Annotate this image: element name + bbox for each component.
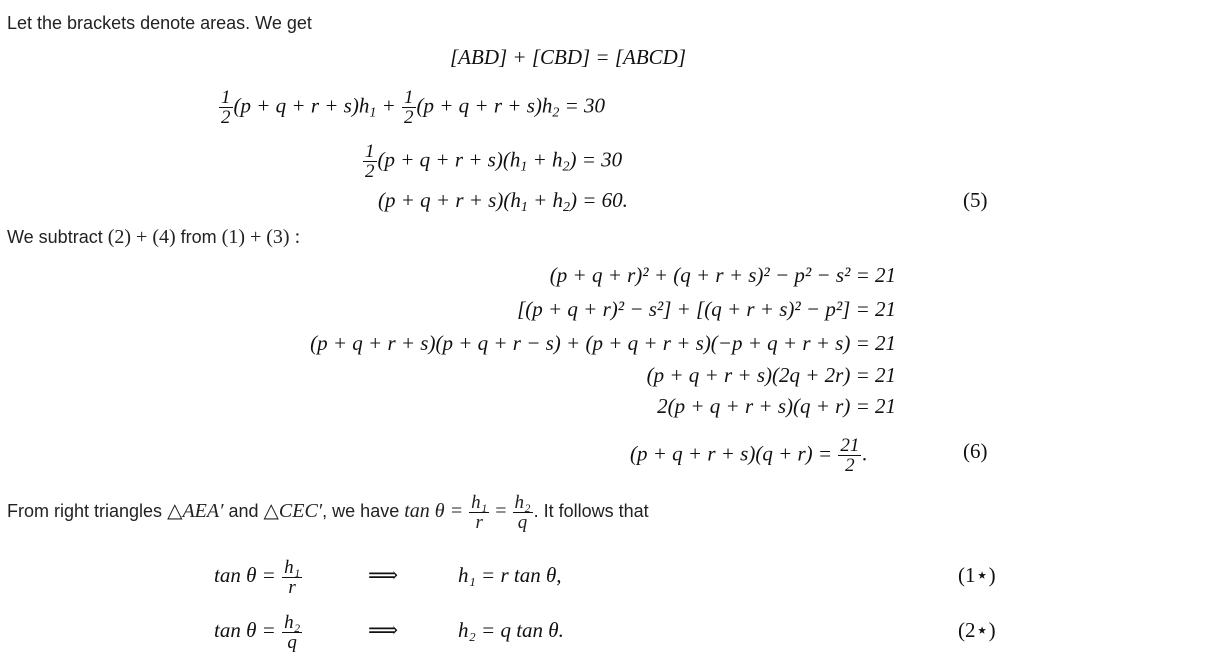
equation-sixty: $(p + q + r + s)(h_1 + h_2) = 60$. [378, 188, 628, 215]
fraction-h2-over-q: $\frac{\text{h₂}}{q}$ [514, 491, 531, 533]
fraction-h1-over-r: $\frac{\text{h₁}}{r}$ [471, 491, 488, 533]
equation-squares: (p + q + r)² + (q + r + s)² − p² − s² = 21 [549, 263, 896, 287]
fraction-21-over-2: $\frac{21}{2}$ [840, 435, 860, 476]
tan-h1-left: tan θ = $\frac{\text{h₁}}{r}$ [214, 556, 301, 598]
equation-areas-halves: $\frac{1}{2}$ $(p + q + r + s)h_1$ + $\frac{1}{2}$ $(p + q + r + s)h_2 = 30$ [221, 87, 606, 128]
h2-equals: h₂ = q tan θ. [458, 618, 564, 642]
subtract-text: We subtract (2) + (4) from (1) + (3) : [7, 226, 301, 248]
equation-grouped: [(p + q + r)² − s²] + [(q + r + s)² − p²] = 21 [517, 297, 896, 321]
equation-tag-1star: (1⋆) [958, 563, 996, 587]
equation-factored-half: $\frac{1}{2}$ $(p + q + r + s)(h_1 + h_2) = 30$ [365, 141, 623, 182]
fraction-h2-over-q: $\frac{\text{h₂}}{q}$ [284, 611, 301, 653]
equation-factor-2q2r: (p + q + r + s)(2q + 2r) = 21 [646, 363, 896, 387]
equation-result-6: (p + q + r + s)(q + r) = $\frac{21}{2}$ . [630, 435, 868, 476]
equation-tag-2star: (2⋆) [958, 618, 996, 642]
fraction-h1-over-r: $\frac{\text{h₁}}{r}$ [284, 556, 301, 598]
triangles-text: From right triangles △AEA′ and △CEC′, we have tan θ = $\frac{\text{h₁}}{r}$ = $\frac{\text{h₂}}{q}$ . It follows that [7, 491, 649, 533]
equation-difference-of-squares: (p + q + r + s)(p + q + r − s) + (p + q + r + s)(−p + q + r + s) = 21 [310, 331, 896, 355]
implies-arrow-1: ⟹ [368, 563, 399, 587]
equation-factor-two: 2(p + q + r + s)(q + r) = 21 [657, 394, 896, 418]
equation-areas-sum: [ABD] + [CBD] = [ABCD] [450, 45, 687, 69]
equation-tag-5: (5) [963, 188, 988, 212]
intro-text: Let the brackets denote areas. We get [7, 13, 312, 33]
equation-tag-6: (6) [963, 439, 988, 463]
fraction-half: $\frac{1}{2}$ [365, 141, 375, 182]
h1-equals: h₁ = r tan θ, [458, 563, 562, 587]
fraction-half: $\frac{1}{2}$ [221, 87, 231, 128]
fraction-half: $\frac{1}{2}$ [404, 87, 414, 128]
implies-arrow-2: ⟹ [368, 618, 399, 642]
tan-h2-left: tan θ = $\frac{\text{h₂}}{q}$ [214, 611, 301, 653]
